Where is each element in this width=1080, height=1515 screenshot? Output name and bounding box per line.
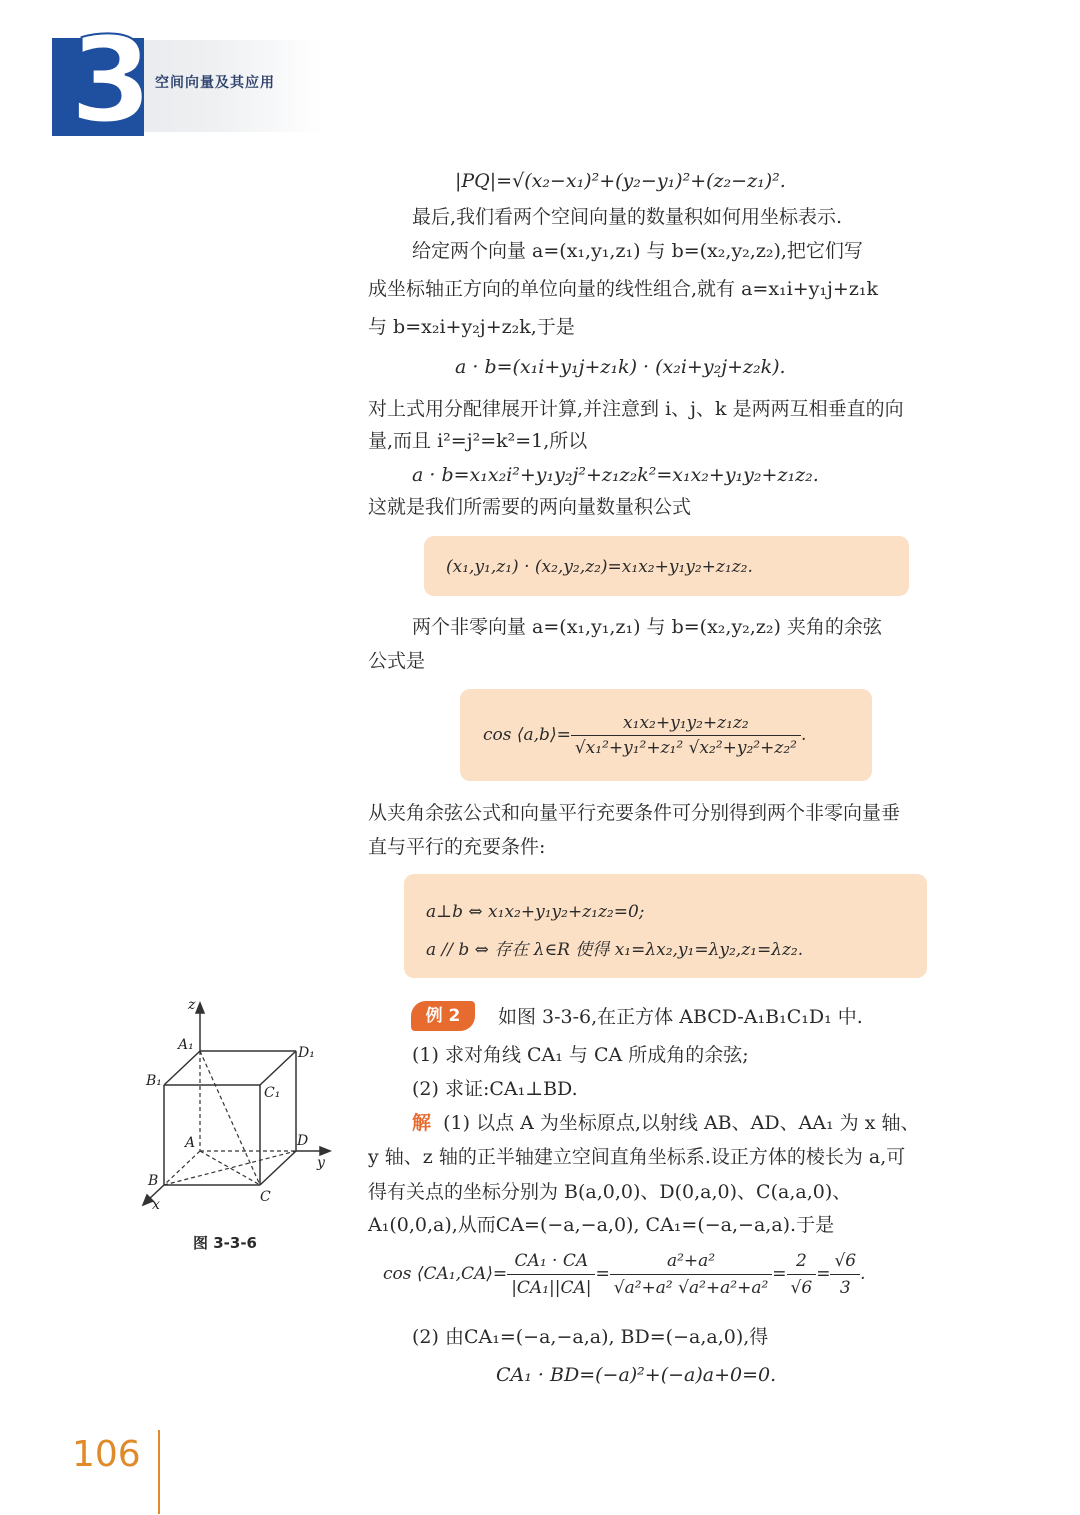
paragraph-2-line-3: 与 b=x₂i+y₂j+z₂k,于是 <box>368 316 575 338</box>
paragraph-2-line-1: 给定两个向量 a=(x₁,y₁,z₁) 与 b=(x₂,y₂,z₂),把它们写 <box>412 240 863 262</box>
solution-line-4: A₁(0,0,a),从而CA=(−a,−a,0), CA₁=(−a,−a,a).于是 <box>368 1214 835 1236</box>
solution-line-3: 得有关点的坐标分别为 B(a,0,0)、D(0,a,0)、C(a,a,0)、 <box>368 1181 852 1203</box>
formula-cosine: cos ⟨a,b⟩= $\frac{\text{x₁x₂+y₁y₂+z₁z₂}}{\text{√x₁²+y₁²+z₁² √x₂²+y₂²+z₂²}}$ . <box>483 713 807 758</box>
solution-part-2: (2) 由CA₁=(−a,−a,a), BD=(−a,a,0),得 <box>412 1326 769 1348</box>
calc-fraction-2 <box>610 1248 773 1301</box>
label-d1: D₁ <box>298 1045 315 1061</box>
calc-f1-num: CA₁ · CA <box>507 1248 595 1275</box>
calc-f3-num: 2 <box>787 1248 817 1275</box>
formula-box-perp-parallel <box>404 874 927 978</box>
paragraph-2-line-2: 成坐标轴正方向的单位向量的线性组合,就有 a=x₁i+y₁j+z₁k <box>368 278 878 300</box>
solution-label: 解 <box>412 1112 432 1134</box>
z-axis-arrow <box>196 1003 204 1013</box>
figure-caption: 图 3-3-6 <box>193 1234 257 1252</box>
example-question-2: (2) 求证:CA₁⊥BD. <box>412 1078 578 1100</box>
paragraph-1: 最后,我们看两个空间向量的数量积如何用坐标表示. <box>412 206 843 228</box>
calc-f2-den: √a²+a² √a²+a²+a² <box>613 1278 769 1298</box>
page-number: 106 <box>72 1434 141 1475</box>
pq-length-formula: |PQ|=√(x₂−x₁)²+(y₂−y₁)²+(z₂−z₁)². <box>455 170 786 192</box>
calc-f4-den: 3 <box>839 1278 851 1298</box>
label-c: C <box>260 1189 271 1205</box>
paragraph-6-line-1: 从夹角余弦公式和向量平行充要条件可分别得到两个非零向量垂 <box>368 802 901 824</box>
cosine-calculation: cos ⟨CA₁,CA⟩= $\frac{\text{CA₁ · CA}}{\text{|CA₁||CA|}}$ = $\frac{\text{a²+a²}}{\text{√a²+a² √a²+a²+a²}}$ = $\frac{2}{√6}$ = $\frac{√6}{3}$ . <box>383 1248 866 1301</box>
example-question-1: (1) 求对角线 CA₁ 与 CA 所成角的余弦; <box>412 1044 749 1066</box>
paragraph-5-line-1: 两个非零向量 a=(x₁,y₁,z₁) 与 b=(x₂,y₂,z₂) 夹角的余弦 <box>412 616 882 638</box>
chapter-number: 3 <box>69 11 153 149</box>
diagonal-a-c <box>200 1151 260 1185</box>
perpendicular-condition: a⊥b ⇔ x₁x₂+y₁y₂+z₁z₂=0; <box>426 902 645 922</box>
calc-f2-num: a²+a² <box>610 1248 773 1275</box>
calc-fraction-4 <box>830 1248 860 1301</box>
parallel-condition: a // b ⇔ 存在 λ∈R 使得 x₁=λx₂,y₁=λy₂,z₁=λz₂. <box>426 940 804 960</box>
equation-2: a · b=x₁x₂i²+y₁y₂j²+z₁z₂k²=x₁x₂+y₁y₂+z₁z₂. <box>412 464 819 486</box>
y-axis-arrow <box>320 1147 330 1155</box>
edge-b1-a1 <box>164 1051 200 1085</box>
paragraph-3-line-2: 量,而且 i²=j²=k²=1,所以 <box>368 430 588 452</box>
calc-f3-den: √6 <box>790 1278 813 1298</box>
formula-dot-product: (x₁,y₁,z₁) · (x₂,y₂,z₂)=x₁x₂+y₁y₂+z₁z₂. <box>446 557 753 577</box>
solution-text-1: (1) 以点 A 为坐标原点,以射线 AB、AD、AA₁ 为 x 轴、 <box>443 1112 920 1134</box>
equation-1: a · b=(x₁i+y₁j+z₁k) · (x₂i+y₂j+z₂k). <box>455 356 786 378</box>
edge-d1-c1 <box>260 1051 296 1085</box>
label-a1: A₁ <box>178 1037 194 1053</box>
solution-line-1 <box>412 1110 919 1136</box>
paragraph-4: 这就是我们所需要的两向量数量积公式 <box>368 496 692 518</box>
calc-lhs: cos ⟨CA₁,CA⟩= <box>383 1264 508 1284</box>
hidden-edge-a-b <box>164 1151 200 1185</box>
solution-part-2-equation: CA₁ · BD=(−a)²+(−a)a+0=0. <box>496 1364 777 1386</box>
diagonal-b-d <box>164 1151 296 1185</box>
cosine-lhs: cos ⟨a,b⟩= <box>483 725 571 745</box>
chapter-title: 空间向量及其应用 <box>155 75 275 91</box>
example-badge: 例 2 <box>411 1001 475 1031</box>
label-a: A <box>185 1135 196 1151</box>
solution-line-2: y 轴、z 轴的正半轴建立空间直角坐标系.设正方体的棱长为 a,可 <box>368 1146 906 1168</box>
label-z: z <box>188 997 196 1013</box>
example-statement: 如图 3-3-6,在正方体 ABCD-A₁B₁C₁D₁ 中. <box>498 1006 863 1028</box>
paragraph-3-line-1: 对上式用分配律展开计算,并注意到 i、j、k 是两两互相垂直的向 <box>368 398 904 420</box>
edge-d-c <box>260 1151 296 1185</box>
calc-f4-num: √6 <box>830 1248 860 1275</box>
label-d: D <box>297 1133 309 1149</box>
cosine-denominator: √x₁²+y₁²+z₁² √x₂²+y₂²+z₂² <box>574 738 797 758</box>
label-c1: C₁ <box>264 1085 281 1101</box>
calc-fraction-1 <box>507 1248 595 1301</box>
label-y: y <box>317 1155 325 1171</box>
label-x: x <box>152 1197 160 1213</box>
cosine-numerator: x₁x₂+y₁y₂+z₁z₂ <box>571 711 801 736</box>
calc-f1-den: |CA₁||CA| <box>511 1278 592 1298</box>
calc-fraction-3 <box>787 1248 817 1301</box>
page-number-divider <box>158 1430 160 1514</box>
paragraph-6-line-2: 直与平行的充要条件: <box>368 836 546 858</box>
diagonal-a1-c <box>200 1051 260 1185</box>
paragraph-5-line-2: 公式是 <box>368 650 426 672</box>
label-b1: B₁ <box>146 1073 162 1089</box>
cosine-fraction <box>571 711 801 760</box>
label-b: B <box>148 1173 159 1189</box>
cube-figure <box>130 995 340 1220</box>
